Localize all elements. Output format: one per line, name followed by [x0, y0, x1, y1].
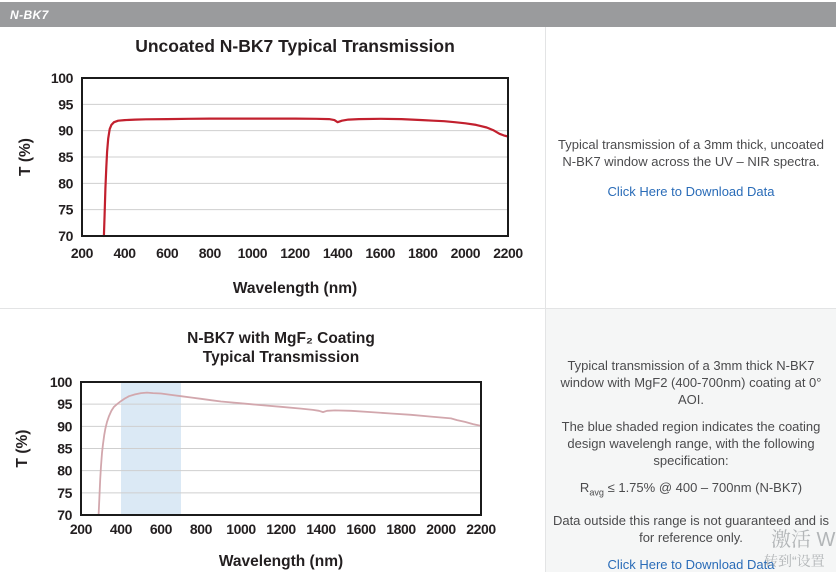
coated-download-link[interactable]: Click Here to Download Data: [607, 556, 775, 572]
design-region-text: The blue shaded region indicates the coating design wavelengh range, with the following specification:: [561, 419, 821, 468]
svg-text:100: 100: [49, 374, 72, 390]
svg-text:2000: 2000: [426, 521, 456, 537]
svg-text:1000: 1000: [226, 521, 256, 537]
reflectance-spec-text: [580, 479, 802, 502]
nbk7-tab-label: N-BK7: [10, 7, 49, 22]
svg-text:600: 600: [156, 245, 179, 261]
svg-text:1800: 1800: [386, 521, 416, 537]
svg-text:200: 200: [69, 521, 93, 537]
svg-text:800: 800: [189, 521, 213, 537]
spec-subscript: avg: [589, 487, 604, 498]
y-axis-label: T (%): [14, 429, 31, 468]
x-axis-label: Wavelength (nm): [218, 553, 344, 570]
uncoated-download-link[interactable]: Click Here to Download Data: [607, 184, 775, 199]
spec-rest: ≤ 1.75% @ 400 – 700nm (N-BK7): [603, 480, 803, 495]
uncoated-description-text: Typical transmission of a 3mm thick, uncoated N-BK7 window across the UV – NIR spectra.: [558, 137, 824, 169]
svg-text:400: 400: [109, 521, 133, 537]
uncoated-description-panel: [546, 28, 836, 308]
mgf2-transmission-chart: [0, 309, 545, 572]
coated-chart-title-line2: Typical Transmission: [202, 349, 360, 366]
svg-text:2200: 2200: [493, 245, 523, 261]
svg-text:1800: 1800: [408, 245, 438, 261]
svg-text:1400: 1400: [306, 521, 336, 537]
y-axis-label: T (%): [17, 138, 34, 176]
activate-windows-watermark-line1: 激活 W: [771, 529, 836, 551]
svg-text:200: 200: [70, 245, 94, 261]
svg-text:90: 90: [58, 122, 73, 139]
svg-text:75: 75: [57, 484, 72, 501]
svg-text:1200: 1200: [280, 245, 310, 261]
svg-text:85: 85: [58, 149, 73, 165]
svg-text:800: 800: [198, 245, 221, 261]
transmission-curve: [104, 119, 508, 236]
svg-text:1200: 1200: [266, 521, 296, 537]
nbk7-tab[interactable]: [0, 2, 836, 27]
svg-text:80: 80: [57, 462, 72, 479]
uncoated-transmission-chart: [0, 27, 545, 309]
spec-prefix: R: [579, 480, 590, 495]
svg-text:1600: 1600: [365, 245, 395, 261]
svg-text:1400: 1400: [322, 245, 353, 261]
x-axis-label: Wavelength (nm): [232, 280, 358, 297]
svg-text:95: 95: [57, 396, 72, 413]
activate-windows-watermark-line2: 转到“设置: [764, 553, 825, 569]
svg-text:400: 400: [113, 245, 136, 261]
svg-text:100: 100: [50, 70, 73, 86]
coated-description-text: Typical transmission of a 3mm thick N-BK7 window with MgF2 (400-700nm) coating at 0° AOI.: [560, 358, 822, 407]
svg-text:2200: 2200: [466, 521, 496, 537]
svg-text:75: 75: [58, 201, 73, 218]
svg-text:600: 600: [149, 521, 173, 537]
svg-text:70: 70: [57, 507, 72, 523]
svg-text:1000: 1000: [237, 245, 268, 261]
svg-text:70: 70: [58, 228, 73, 244]
svg-text:1600: 1600: [346, 521, 376, 537]
svg-text:80: 80: [58, 175, 73, 192]
disclaimer-text: Data outside this range is not guaranteed and is for reference only.: [552, 512, 830, 545]
svg-text:2000: 2000: [450, 245, 481, 261]
svg-text:95: 95: [58, 96, 73, 113]
coated-chart-title-line1: N-BK7 with MgF₂ Coating: [187, 330, 375, 347]
svg-text:85: 85: [57, 440, 72, 457]
uncoated-chart-title: Uncoated N-BK7 Typical Transmission: [135, 36, 455, 56]
svg-text:90: 90: [57, 418, 72, 435]
